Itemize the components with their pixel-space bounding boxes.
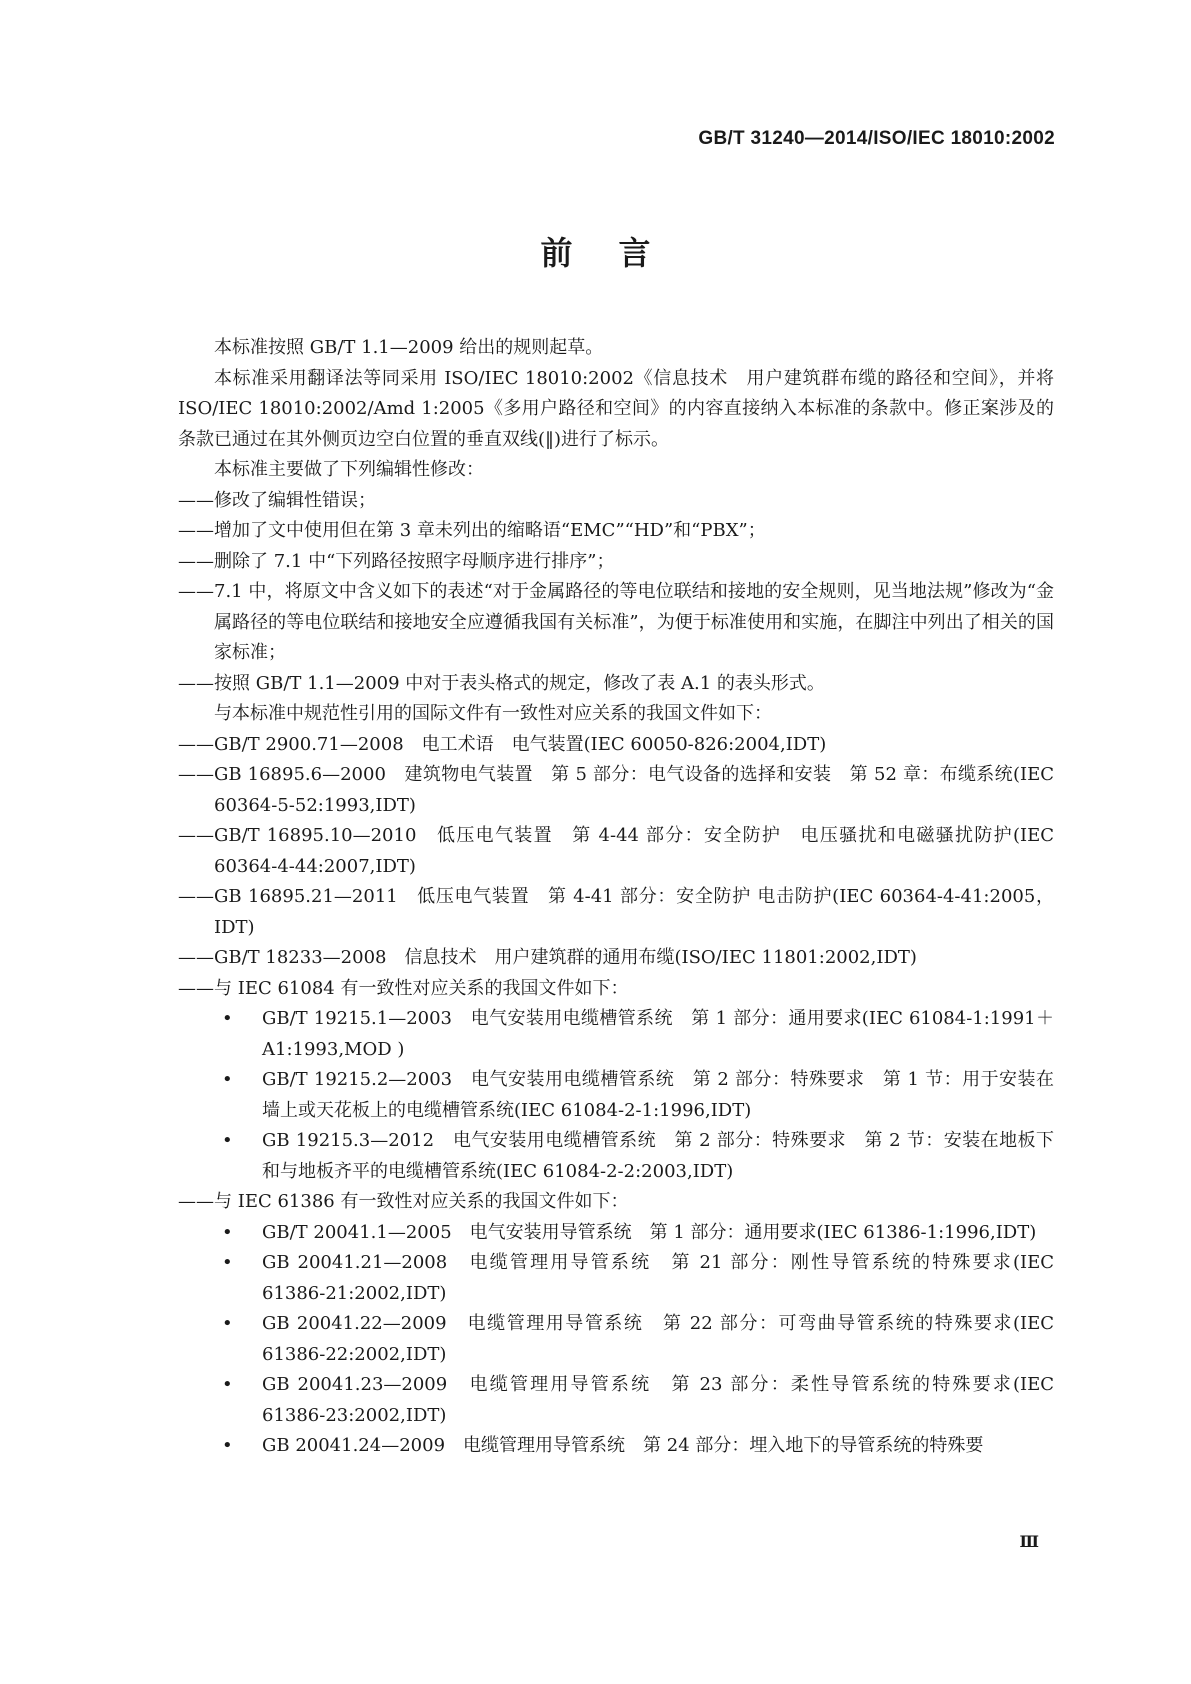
- bullet-icon: •: [222, 1313, 233, 1334]
- bullet-text: GB 20041.21—2008 电缆管理用导管系统 第 21 部分：刚性导管系统的特殊要求(IEC 61386-21:2002,IDT): [262, 1252, 1054, 1304]
- reference-item: ——GB/T 2900.71—2008 电工术语 电气装置(IEC 60050-826:2004,IDT): [178, 733, 827, 755]
- bullet-icon: •: [222, 1221, 233, 1243]
- standard-number: GB/T 31240—2014/ISO/IEC 18010:2002: [698, 128, 1055, 149]
- page-number: Ⅲ: [1019, 1532, 1039, 1551]
- bullet-text: GB/T 20041.1—2005 电气安装用导管系统 第 1 部分：通用要求(IEC 61386-1:1996,IDT): [262, 1221, 1037, 1243]
- edit-item: ——按照 GB/T 1.1—2009 中对于表头格式的规定，修改了表 A.1 的表头形式。: [178, 672, 825, 694]
- bullet-icon: •: [222, 1130, 233, 1151]
- bullet-icon: •: [222, 1069, 233, 1090]
- bullet-item: [178, 1248, 1054, 1309]
- iec61386-intro: ——与 IEC 61386 有一致性对应关系的我国文件如下：: [178, 1191, 629, 1212]
- paragraph-edits-intro: 本标准主要做了下列编辑性修改：: [214, 459, 484, 480]
- edit-item: ——修改了编辑性错误；: [178, 489, 376, 511]
- bullet-item: [178, 1126, 1054, 1187]
- bullet-item: [178, 1065, 1054, 1126]
- foreword-body: [178, 333, 1054, 1462]
- iec61084-intro: ——与 IEC 61084 有一致性对应关系的我国文件如下：: [178, 977, 629, 999]
- paragraph-refs-intro: 与本标准中规范性引用的国际文件有一致性对应关系的我国文件如下：: [214, 703, 772, 724]
- bullet-item: [178, 1370, 1054, 1431]
- bullet-text: GB 19215.3—2012 电气安装用电缆槽管系统 第 2 部分：特殊要求 第 2 节：安装在地板下和与地板齐平的电缆槽管系统(IEC 61084-2-2:2003,IDT): [262, 1130, 1054, 1182]
- bullet-text: GB/T 19215.1—2003 电气安装用电缆槽管系统 第 1 部分：通用要求(IEC 61084-1:1991＋A1:1993,MOD ): [262, 1008, 1054, 1060]
- bullet-text: GB 20041.24—2009 电缆管理用导管系统 第 24 部分：埋入地下的导管系统的特殊要: [262, 1435, 984, 1456]
- page-title: 前言: [540, 234, 697, 272]
- bullet-text: GB 20041.22—2009 电缆管理用导管系统 第 22 部分：可弯曲导管系统的特殊要求(IEC 61386-22:2002,IDT): [262, 1313, 1054, 1365]
- reference-item: ——GB/T 18233—2008 信息技术 用户建筑群的通用布缆(ISO/IEC 11801:2002,IDT): [178, 947, 917, 968]
- reference-item: ——GB 16895.6—2000 建筑物电气装置 第 5 部分：电气设备的选择和安装 第 52 章：布缆系统(IEC 60364-5-52:1993,IDT): [178, 764, 1054, 816]
- bullet-item: [178, 1309, 1054, 1370]
- reference-item: ——GB 16895.21—2011 低压电气装置 第 4-41 部分：安全防护 电击防护(IEC 60364-4-41:2005，IDT): [178, 886, 1054, 938]
- bullet-icon: •: [222, 1374, 233, 1395]
- reference-item: ——GB/T 16895.10—2010 低压电气装置 第 4-44 部分：安全防护 电压骚扰和电磁骚扰防护(IEC 60364-4-44:2007,IDT): [178, 825, 1054, 877]
- edit-item: ——删除了 7.1 中“下列路径按照字母顺序进行排序”；: [178, 550, 615, 572]
- bullet-icon: •: [222, 1252, 233, 1273]
- edit-item: ——增加了文中使用但在第 3 章未列出的缩略语“EMC”“HD”和“PBX”；: [178, 520, 766, 541]
- edit-item: ——7.1 中，将原文中含义如下的表述“对于金属路径的等电位联结和接地的安全规则，见当地法规”修改为“金属路径的等电位联结和接地安全应遵循我国有关标准”，为便于标准使用和实施，在脚注中列出了相关的国家标准；: [178, 581, 1054, 663]
- bullet-icon: •: [222, 1008, 233, 1029]
- bullet-text: GB 20041.23—2009 电缆管理用导管系统 第 23 部分：柔性导管系统的特殊要求(IEC 61386-23:2002,IDT): [262, 1374, 1054, 1426]
- paragraph-adoption: 本标准采用翻译法等同采用 ISO/IEC 18010:2002《信息技术 用户建筑群布缆的路径和空间》，并将 ISO/IEC 18010:2002/Amd 1:2005《多用户路径和空间》的内容直接纳入本标准的条款中。修正案涉及的条款已通过在其外侧页边空白位置的垂直双线(‖)进行了标示。: [178, 367, 1054, 450]
- bullet-text: GB/T 19215.2—2003 电气安装用电缆槽管系统 第 2 部分：特殊要求 第 1 节：用于安装在墙上或天花板上的电缆槽管系统(IEC 61084-2-1:1996,IDT): [262, 1069, 1054, 1121]
- bullet-item: [178, 1004, 1054, 1065]
- bullet-icon: •: [222, 1435, 233, 1456]
- bullet-item: [178, 1218, 1054, 1249]
- paragraph-drafting-rules: 本标准按照 GB/T 1.1—2009 给出的规则起草。: [214, 337, 604, 358]
- bullet-item: [178, 1431, 1054, 1462]
